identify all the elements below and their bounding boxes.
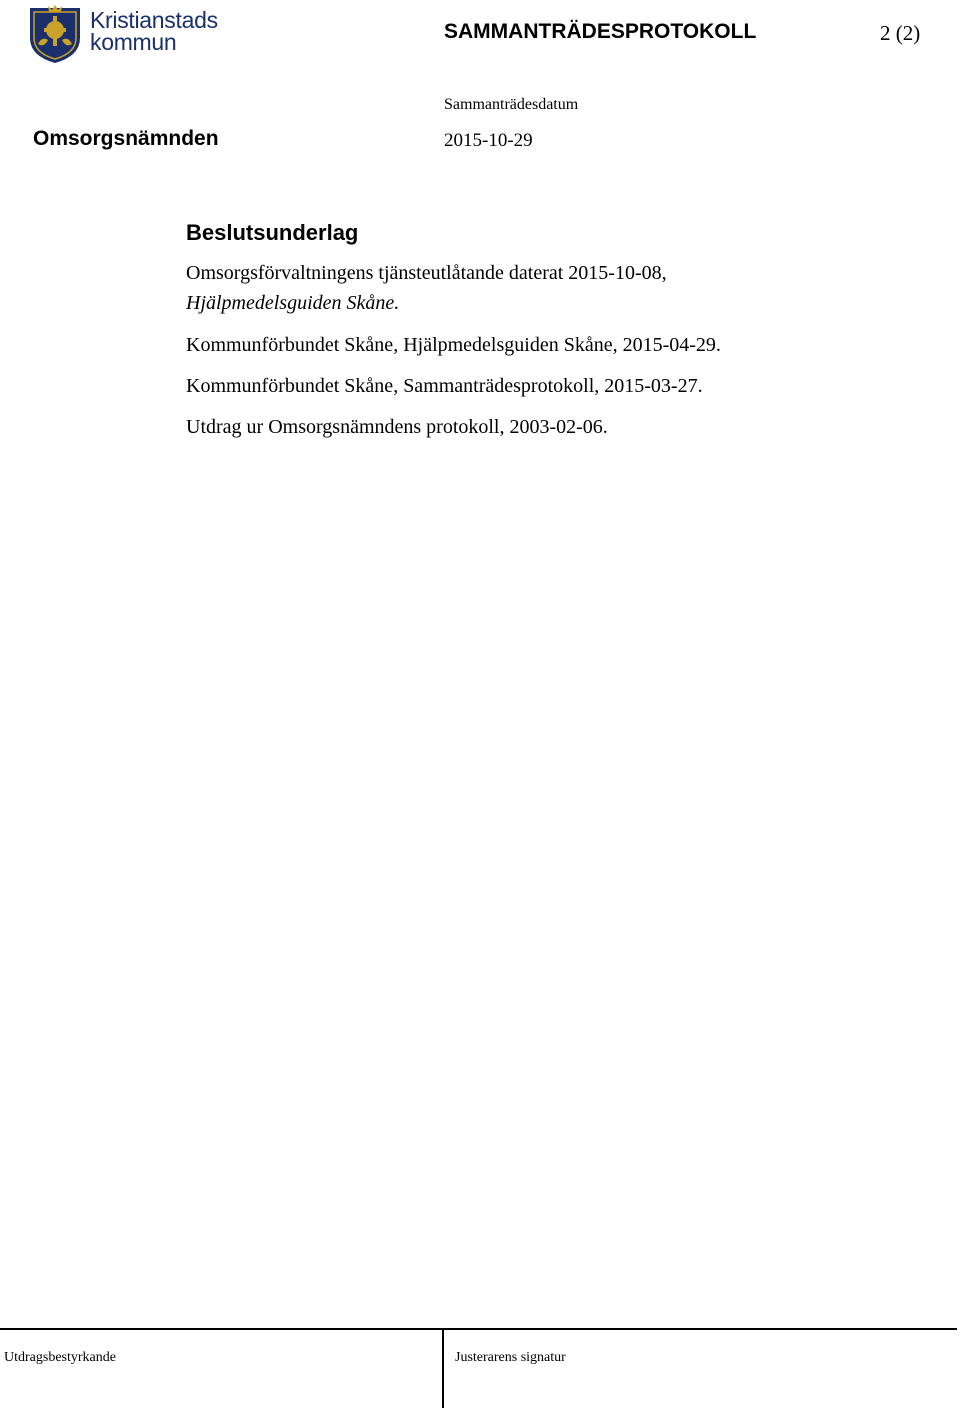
document-title: SAMMANTRÄDESPROTOKOLL (444, 20, 757, 43)
footer-column-divider (442, 1328, 444, 1408)
kristianstads-kommun-logo (28, 4, 218, 64)
coat-of-arms-icon (28, 4, 82, 64)
footer-divider (0, 1328, 957, 1330)
logo-line-2: kommun (90, 29, 177, 55)
basis-item-2: Kommunförbundet Skåne, Hjälpmedelsguiden Skåne, 2015-04-29. (186, 334, 721, 356)
basis-item-3: Kommunförbundet Skåne, Sammanträdesprotokoll, 2015-03-27. (186, 375, 703, 397)
committee-name: Omsorgsnämnden (33, 127, 219, 150)
footer-extract-certification-label: Utdragsbestyrkande (4, 1350, 116, 1365)
basis-item-1-line-2: Hjälpmedelsguiden Skåne. (186, 292, 400, 314)
footer-adjuster-signature-label: Justerarens signatur (455, 1350, 566, 1365)
meeting-date-label: Sammanträdesdatum (444, 96, 579, 113)
basis-item-1 (186, 260, 667, 316)
basis-item-4: Utdrag ur Omsorgsnämndens protokoll, 2003-02-06. (186, 416, 608, 438)
meeting-date: 2015-10-29 (444, 130, 533, 151)
logo-line-1: Kristianstads (90, 7, 218, 33)
section-heading: Beslutsunderlag (186, 220, 359, 245)
page-number: 2 (2) (880, 21, 921, 45)
basis-item-1-line-1: Omsorgsförvaltningens tjänsteutlåtande daterat 2015-10-08, (186, 262, 667, 284)
logo-wordmark (90, 9, 218, 53)
